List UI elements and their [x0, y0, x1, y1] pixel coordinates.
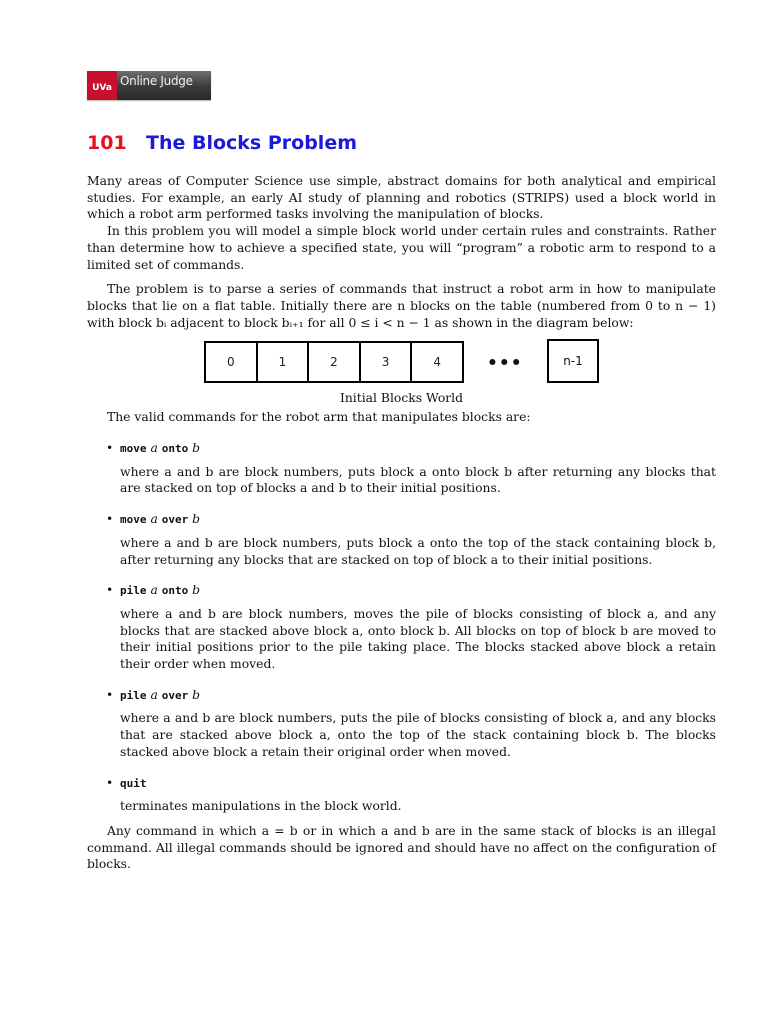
command-syntax: • move a over b: [120, 512, 201, 527]
block-0: 0: [206, 343, 258, 381]
command-description: where a and b are block numbers, puts block a onto the top of the stack containing block b, after returning any blocks that are stacked on top of block a to their initial positions.: [120, 535, 716, 567]
command-description: where a and b are block numbers, puts the pile of blocks consisting of block a, and any blocks that are stacked above block a, onto the top of the stack containing block b. The blocks stacked above block a retain their original order when moved.: [120, 711, 716, 759]
command-item: [87, 687, 716, 761]
uva-online-judge-logo: [87, 71, 211, 100]
block-row: [204, 341, 464, 383]
block-4: 4: [433, 354, 441, 369]
closing-paragraph: Any command in which a = b or in which a and b are in the same stack of blocks is an illegal command. All illegal commands should be ignored and should have no affect on the configuration of blocks.: [87, 823, 716, 872]
command-list: [87, 440, 716, 815]
diagram-caption: Initial Blocks World: [339, 391, 464, 406]
command-item: [87, 511, 716, 568]
command-item: [87, 440, 716, 497]
commands-intro: The valid commands for the robot arm that manipulates blocks are:: [107, 410, 531, 425]
problem-number: 101: [87, 132, 127, 154]
problem-title: [87, 132, 357, 154]
command-syntax: • quit: [120, 776, 147, 790]
intro-paragraph-1: Many areas of Computer Science use simple, abstract domains for both analytical and empirical studies. For example, an early AI study of planning and robotics (STRIPS) used a block world in which a robot arm performed tasks involving the manipulation of blocks.: [87, 174, 716, 222]
command-syntax: • move a onto b: [120, 441, 201, 456]
intro-paragraph-2: In this problem you will model a simple block world under certain rules and constraints. Rather than determine how to achieve a specified state, you will “program” a robotic arm to respond to a limited set of commands.: [87, 224, 716, 272]
command-item: [87, 582, 716, 673]
initial-blocks-diagram: [87, 341, 716, 407]
command-syntax: • pile a onto b: [120, 583, 201, 598]
command-description: where a and b are block numbers, puts block a onto block b after returning any blocks that are stacked on top of blocks a and b to their initial positions.: [120, 464, 716, 496]
command-syntax: • pile a over b: [120, 687, 201, 702]
ellipsis-dots: •••: [487, 353, 523, 374]
block-n-minus-1: n-1: [547, 339, 599, 383]
command-description: where a and b are block numbers, moves the pile of blocks consisting of block a, and any blocks that are stacked above block a, onto block b. All blocks on top of block b are moved to their initial positions prior to the pile taking place. The blocks stacked above block a retain their order when moved.: [120, 606, 716, 672]
command-description: terminates manipulations in the block world.: [120, 799, 402, 814]
logo-name: Online Judge: [117, 71, 211, 100]
command-item: [87, 775, 716, 815]
block-1: 1: [258, 343, 310, 381]
intro-paragraph-3: The problem is to parse a series of commands that instruct a robot arm in how to manipulate blocks that lie on a flat table. Initially there are n blocks on the table (numbered from 0 to n − 1) with block bᵢ adjacent to block bᵢ₊₁ for all 0 ≤ i < n − 1 as shown in the diagram below:: [87, 282, 716, 330]
logo-badge: UVa: [87, 71, 117, 100]
problem-title-text: The Blocks Problem: [146, 132, 358, 154]
problem-statement: [87, 173, 716, 873]
block-3: 3: [361, 343, 413, 381]
block-2: 2: [309, 343, 361, 381]
